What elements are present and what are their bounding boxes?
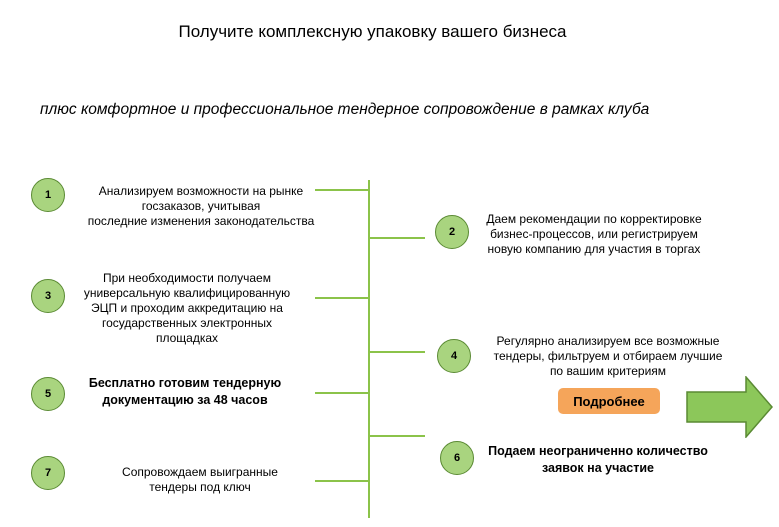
page-title: Получите комплексную упаковку вашего бизнеса: [178, 22, 567, 41]
step-4-circle: 4: [437, 339, 471, 373]
step-3-line: При необходимости получаем: [103, 271, 271, 285]
step-3-line: площадках: [155, 331, 219, 345]
step-6-text: [483, 443, 713, 477]
step-2-text: [474, 212, 714, 257]
step-4-text: [478, 334, 738, 379]
step-1-text: [76, 184, 326, 229]
step-2-circle: 2: [435, 215, 469, 249]
step-3-text: [72, 271, 302, 346]
step-6-circle: 6: [440, 441, 474, 475]
step-1-circle: 1: [31, 178, 65, 212]
step-4-line: тендеры, фильтруем и отбираем лучшие: [493, 349, 723, 363]
arrow-right-icon[interactable]: [686, 376, 774, 438]
step-1-line: госзаказов, учитывая: [141, 199, 261, 213]
step-5-circle: 5: [31, 377, 65, 411]
step-3-line: государственных электронных: [101, 316, 272, 330]
step-5-line: Бесплатно готовим тендерную: [88, 376, 282, 390]
step-7-circle: 7: [31, 456, 65, 490]
step-4-line: Регулярно анализируем все возможные: [496, 334, 720, 348]
step-5-line: документацию за 48 часов: [102, 393, 268, 407]
step-7-text: [105, 465, 295, 495]
step-2-line: Даем рекомендации по корректировке: [486, 212, 702, 226]
step-2-line: новую компанию для участия в торгах: [487, 242, 701, 256]
step-4-line: по вашим критериям: [549, 364, 667, 378]
step-7-line: тендеры под ключ: [149, 480, 251, 494]
more-button[interactable]: Подробнее: [558, 388, 660, 414]
step-1-line: Анализируем возможности на рынке: [98, 184, 304, 198]
page-subtitle: плюс комфортное и профессиональное тендерное сопровождение в рамках клуба: [40, 101, 650, 118]
step-1-line: последние изменения законодательства: [87, 214, 315, 228]
step-5-text: [80, 375, 290, 409]
step-6-line: Подаем неограниченно количество: [488, 444, 708, 458]
step-3-line: ЭЦП и проходим аккредитацию на: [91, 301, 283, 315]
step-3-line: универсальную квалифицированную: [83, 286, 291, 300]
step-3-circle: 3: [31, 279, 65, 313]
step-7-line: Сопровождаем выигранные: [122, 465, 278, 479]
step-2-line: бизнес-процессов, или регистрируем: [490, 227, 698, 241]
step-6-line: заявок на участие: [541, 461, 655, 475]
